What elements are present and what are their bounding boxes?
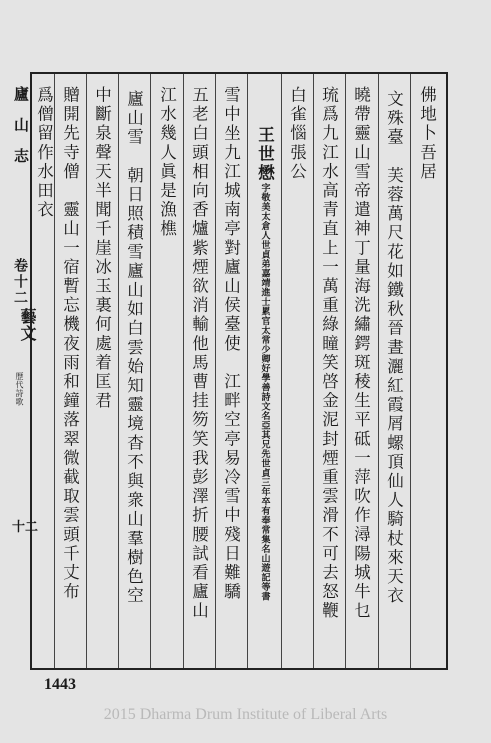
column-rule <box>215 74 216 668</box>
text-column: 廬山雪 朝日照積雪廬山如白雲始知靈境杳不與衆山羣樹色空 <box>124 90 144 606</box>
text-column: 贈開先寺僧 靈山一宿暫忘機夜雨和鐘落翠微截取雲頭千丈布 <box>60 86 80 602</box>
poem-title: 廬山雪 <box>124 90 144 148</box>
text-column: 雪中坐九江城南亭對廬山侯臺使 江畔空亭易冷雪中殘日難驕 <box>221 86 241 602</box>
spine-page: 十二 <box>12 520 39 535</box>
text-column: 曉帶靈山雪帝遣神丁量海洗繡鍔斑稜生平砥一萍吹作潯陽城牛乜 <box>351 86 371 621</box>
spine-section: 歷代詩歌 <box>15 372 24 406</box>
text-column: 白雀惱張公 <box>287 86 307 182</box>
column-rule <box>313 74 314 668</box>
author-name: 王世懋 <box>255 126 275 184</box>
column-rule <box>54 74 55 668</box>
column-rule <box>183 74 184 668</box>
column-rule <box>410 74 411 668</box>
text-column: 爲僧留作水田衣 <box>34 86 54 220</box>
text-column: 琉爲九江水高青直上一萬重綠瞳笑啓金泥封煙重雲滑不可去怒鞭 <box>319 86 339 621</box>
column-rule <box>247 74 248 668</box>
text-column: 佛地卜吾居 <box>417 86 437 182</box>
text-column: 中斷泉聲天半聞千崖冰玉裏何處着匡君 <box>92 86 112 411</box>
author-column <box>256 126 273 601</box>
text-column: 江水幾人眞是漁樵 <box>157 86 177 239</box>
text-column: 文殊臺 芙蓉萬尺花如鐵秋晉晝灑紅霞屑螺頂仙人騎杖來天衣 <box>384 90 404 606</box>
watermark: 2015 Dharma Drum Institute of Liberal Arts <box>103 706 388 723</box>
column-rule <box>281 74 282 668</box>
spine-title: 廬山志 <box>12 86 30 179</box>
column-rule <box>118 74 119 668</box>
author-note: 字敬美太倉人世貞弟嘉靖進士累官太常少卿好學善詩文名亞其兄先世貞三年卒有奉常集名山遊記等書 <box>259 183 270 602</box>
poem-title: 文殊臺 <box>384 90 404 148</box>
page-number: 1443 <box>44 676 76 693</box>
column-rule <box>86 74 87 668</box>
column-rule <box>378 74 379 668</box>
text-column: 五老白頭相向香爐紫煙欲消輸他馬曹挂笏笑我彭澤折腰試看廬山 <box>189 86 209 621</box>
spine-volume: 卷十二 <box>12 258 28 306</box>
column-rule <box>150 74 151 668</box>
spine-category: 藝文 <box>18 308 37 342</box>
column-rule <box>345 74 346 668</box>
